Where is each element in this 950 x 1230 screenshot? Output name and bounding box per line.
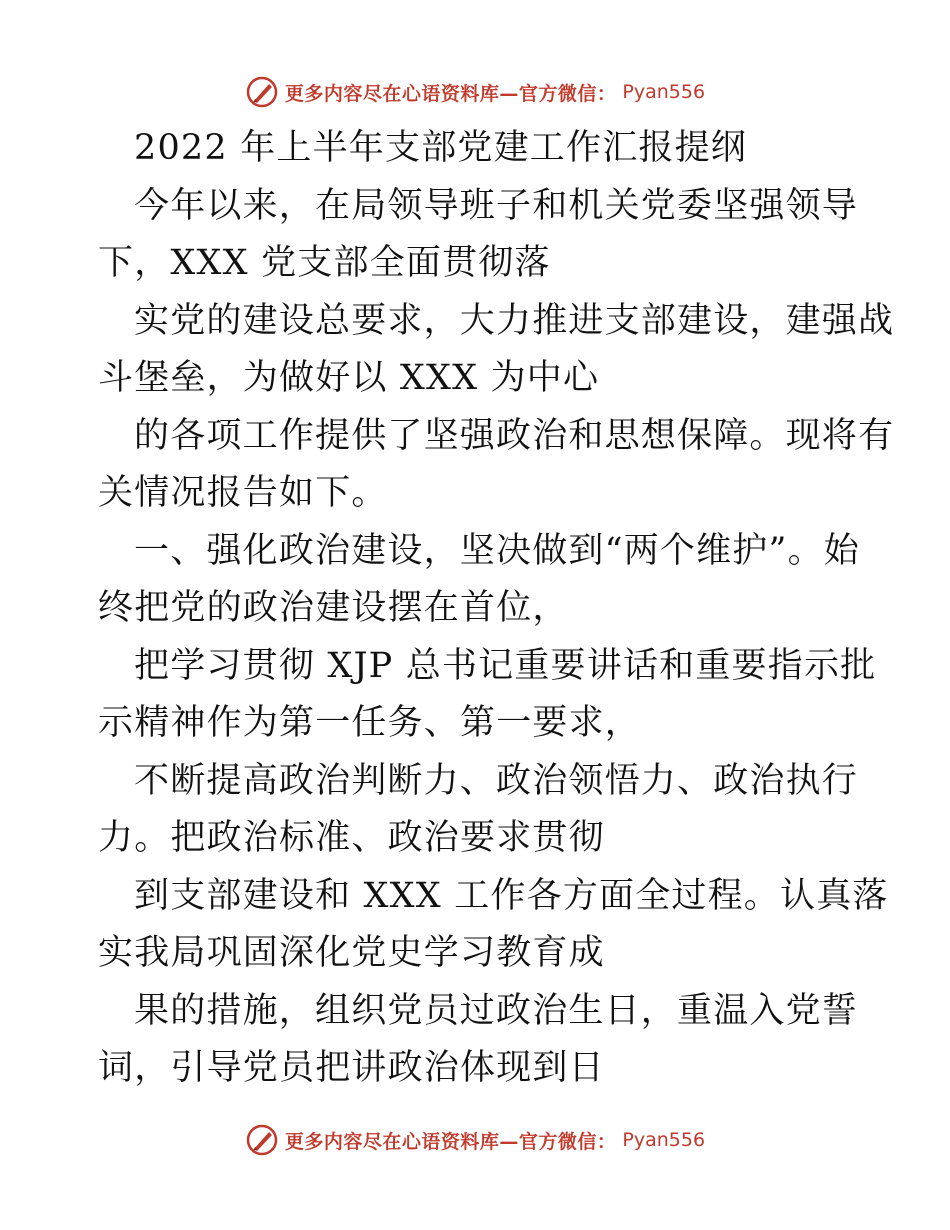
document-body [98, 120, 895, 1098]
paragraph [98, 523, 858, 638]
quill-pen-icon [245, 1123, 279, 1157]
paragraph-line: 一、强化政治建设，坚决做到“两个维护”。始 [134, 530, 860, 571]
watermark-footer [0, 1120, 950, 1160]
paragraph-line: 到支部建设和 XXX 工作各方面全过程。认真落 [134, 875, 889, 916]
watermark-wechat-id: Pyan556 [622, 1129, 706, 1151]
document-title-text: 2022 年上半年支部党建工作汇报提纲 [134, 128, 747, 168]
paragraph [98, 293, 895, 408]
paragraph [98, 638, 877, 753]
watermark-text: 更多内容尽在心语资料库—官方微信： [284, 1130, 617, 1153]
watermark-header [0, 72, 950, 112]
paragraph [98, 753, 858, 868]
paragraph-line: 下，XXX 党支部全面贯彻落 [98, 243, 551, 283]
paragraph-line: 实党的建设总要求，大力推进支部建设，建强战 [134, 300, 895, 341]
paragraph [98, 408, 895, 523]
document-title [98, 120, 858, 178]
watermark-text: 更多内容尽在心语资料库—官方微信： [284, 82, 617, 105]
paragraph-line: 关情况报告如下。 [98, 473, 388, 513]
paragraph-line: 斗堡垒，为做好以 XXX 为中心 [98, 358, 600, 398]
paragraph-line: 今年以来，在局领导班子和机关党委坚强领导 [134, 185, 859, 226]
paragraph-line: 不断提高政治判断力、政治领悟力、政治执行 [134, 760, 859, 801]
paragraph [98, 983, 858, 1098]
watermark-wechat-id: Pyan556 [622, 81, 706, 103]
paragraph-line: 果的措施，组织党员过政治生日，重温入党誓 [134, 990, 859, 1031]
quill-pen-icon [245, 75, 279, 109]
paragraph-line: 实我局巩固深化党史学习教育成 [98, 933, 605, 973]
paragraph [98, 868, 889, 983]
paragraph [98, 178, 858, 293]
paragraph-line: 力。把政治标准、政治要求贯彻 [98, 818, 605, 858]
paragraph-line: 示精神作为第一任务、第一要求， [98, 703, 642, 743]
paragraph-line: 终把党的政治建设摆在首位， [98, 588, 569, 628]
paragraph-line: 词，引导党员把讲政治体现到日 [98, 1048, 605, 1088]
paragraph-line: 把学习贯彻 XJP 总书记重要讲话和重要指示批 [134, 645, 877, 686]
paragraph-line: 的各项工作提供了坚强政治和思想保障。现将有 [134, 415, 895, 456]
